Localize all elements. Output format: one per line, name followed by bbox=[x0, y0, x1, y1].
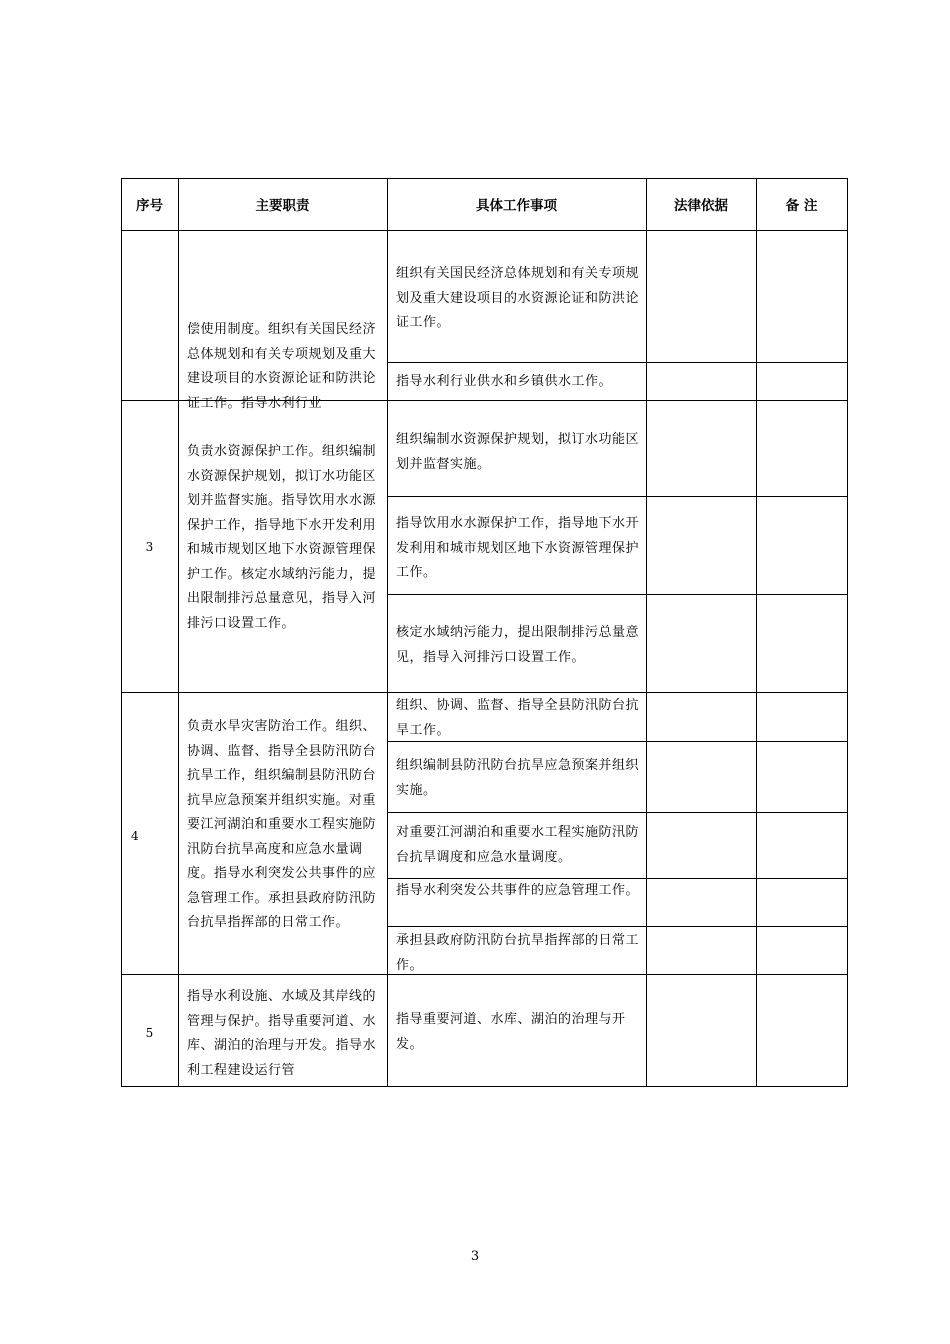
row-divider bbox=[121, 230, 848, 231]
subrow-divider bbox=[387, 812, 848, 813]
subrow-divider bbox=[387, 362, 848, 363]
header-seq: 序号 bbox=[136, 198, 163, 214]
work-item: 指导重要河道、水库、湖泊的治理与开发。 bbox=[396, 1012, 626, 1052]
row-seq: 4 bbox=[131, 829, 139, 843]
column-divider bbox=[387, 178, 388, 1087]
row-seq: 3 bbox=[145, 540, 154, 554]
duty-text: 负责水资源保护工作。组织编制水资源保护规划，拟订水功能区划并监督实施。指导饮用水水源保护工作，指导地下水开发利用和城市规划区地下水资源管理保护工作。核定水域纳污能力，提出限制排污总量意见，指导入河排污口设置工作。 bbox=[187, 444, 377, 631]
work-item: 指导水利行业供水和乡镇供水工作。 bbox=[396, 374, 613, 389]
work-item: 组织、协调、监督、指导全县防汛防台抗旱工作。 bbox=[396, 698, 640, 738]
column-divider bbox=[756, 178, 757, 1087]
table-border-bottom bbox=[121, 1086, 848, 1087]
table-border-right bbox=[847, 178, 848, 1087]
row-divider bbox=[121, 692, 848, 693]
work-item: 核定水域纳污能力，提出限制排污总量意见，指导入河排污口设置工作。 bbox=[396, 625, 640, 665]
row-seq: 5 bbox=[145, 1026, 154, 1040]
column-divider bbox=[646, 178, 647, 1087]
work-item: 指导水利突发公共事件的应急管理工作。 bbox=[396, 883, 640, 898]
work-item: 组织编制县防汛防台抗旱应急预案并组织实施。 bbox=[396, 758, 640, 798]
header-main-duty: 主要职责 bbox=[255, 198, 310, 214]
subrow-divider bbox=[387, 594, 848, 595]
work-item: 指导饮用水水源保护工作，指导地下水开发利用和城市规划区地下水资源管理保护工作。 bbox=[396, 516, 640, 580]
column-divider bbox=[178, 178, 179, 1087]
duty-text: 负责水旱灾害防治工作。组织、协调、监督、指导全县防汛防台抗旱工作，组织编制县防汛防台抗旱应急预案并组织实施。对重要江河湖泊和重要水工程实施防汛防台抗旱高度和应急水量调度。指导水利突发公共事件的应急管理工作。承担县政府防汛防台抗旱指挥部的日常工作。 bbox=[187, 719, 377, 930]
header-legal-basis: 法律依据 bbox=[674, 198, 728, 214]
duties-table bbox=[121, 178, 848, 1087]
work-item: 组织编制水资源保护规划，拟订水功能区划并监督实施。 bbox=[396, 432, 640, 472]
header-work-items: 具体工作事项 bbox=[476, 198, 557, 214]
subrow-divider bbox=[387, 926, 848, 927]
table-border-left bbox=[121, 178, 122, 1087]
work-item: 组织有关国民经济总体规划和有关专项规划及重大建设项目的水资源论证和防洪论证工作。 bbox=[396, 266, 640, 330]
subrow-divider bbox=[387, 496, 848, 497]
work-item: 对重要江河湖泊和重要水工程实施防汛防台抗旱调度和应急水量调度。 bbox=[396, 825, 640, 865]
page-number: 3 bbox=[470, 1249, 480, 1264]
header-remarks: 备 注 bbox=[785, 198, 818, 214]
work-item: 承担县政府防汛防台抗旱指挥部的日常工作。 bbox=[396, 933, 640, 973]
duty-text: 指导水利设施、水域及其岸线的管理与保护。指导重要河道、水库、湖泊的治理与开发。指导水利工程建设运行管 bbox=[187, 989, 377, 1078]
duty-text: 偿使用制度。组织有关国民经济总体规划和有关专项规划及重大建设项目的水资源论证和防洪论证工作。指导水利行业 bbox=[187, 322, 377, 411]
